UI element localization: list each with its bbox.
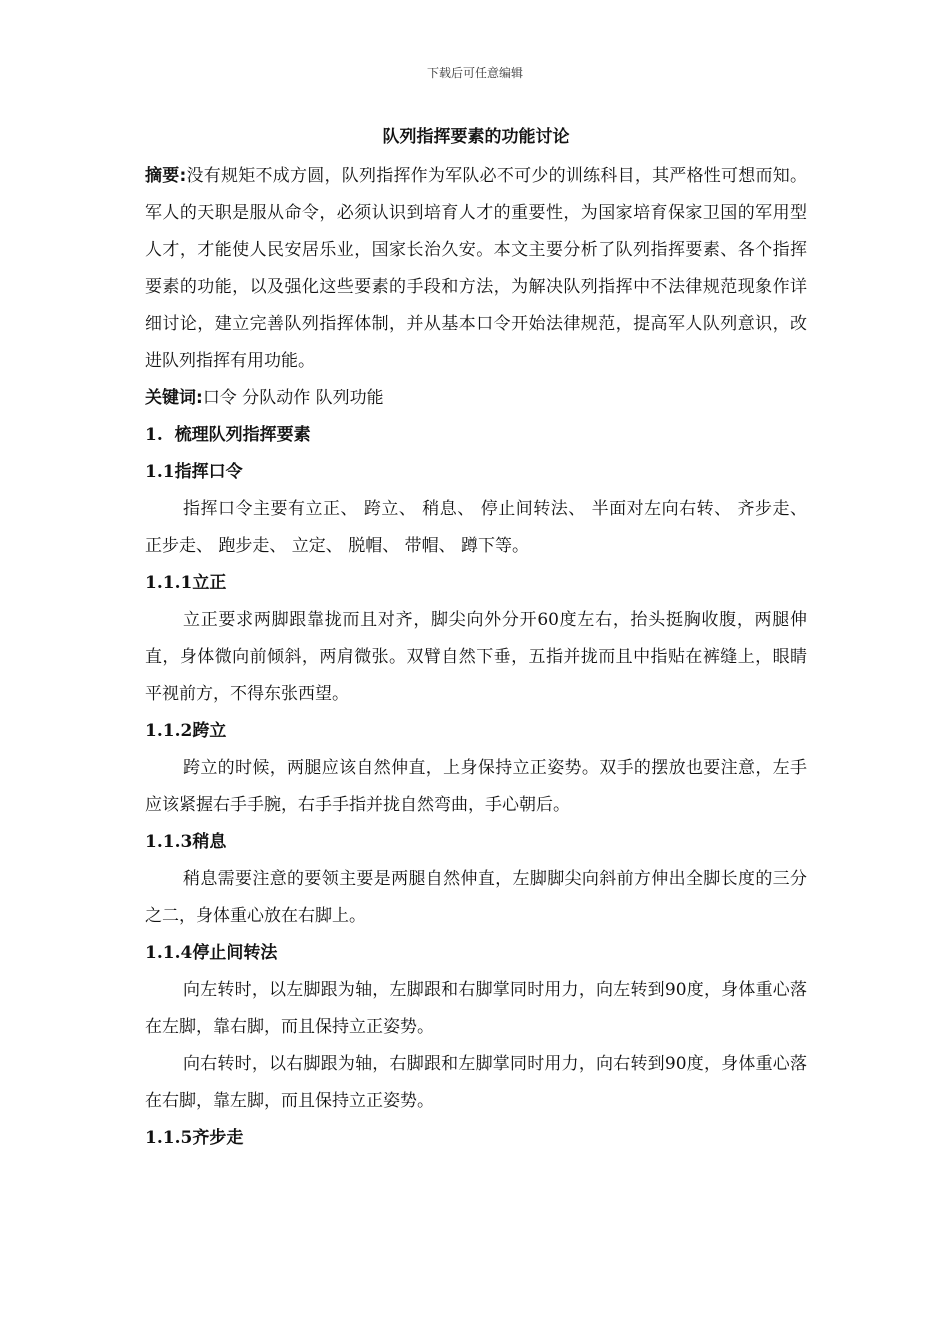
section-title: 立正 — [192, 573, 227, 593]
section-title: 梳理队列指挥要素 — [174, 425, 311, 445]
section-title: 停止间转法 — [192, 943, 278, 963]
section-title: 跨立 — [192, 721, 227, 741]
section-1-1-text: 指挥口令主要有立正、 跨立、 稍息、 停止间转法、 半面对左向右转、 齐步走、 正步走、 跑步走、 立定、 脱帽、 带帽、 蹲下等。 — [145, 499, 807, 556]
section-number: 1.1.3 — [145, 832, 193, 852]
abstract-paragraph — [145, 158, 807, 380]
section-heading-1-1-1 — [145, 565, 807, 602]
section-1-1-1-text: 立正要求两脚跟靠拢而且对齐，脚尖向外分开60度左右，抬头挺胸收腹，两腿伸直，身体微向前倾斜，两肩微张。双臂自然下垂，五指并拢而且中指贴在裤缝上，眼睛平视前方，不得东张西望。 — [145, 610, 807, 704]
section-title: 指挥口令 — [174, 462, 243, 482]
abstract-label: 摘要: — [145, 166, 187, 186]
document-title: 队列指挥要素的功能讨论 — [382, 127, 570, 147]
section-number: 1. — [145, 425, 163, 445]
section-heading-1-1-2 — [145, 713, 807, 750]
section-number: 1.1.4 — [145, 943, 193, 963]
header-note: 下载后可任意编辑 — [426, 66, 523, 80]
section-title: 齐步走 — [192, 1128, 244, 1148]
section-1-1-2-text: 跨立的时候，两腿应该自然伸直，上身保持立正姿势。双手的摆放也要注意，左手应该紧握右手手腕，右手手指并拢自然弯曲，手心朝后。 — [145, 758, 807, 815]
abstract-text: 没有规矩不成方圆，队列指挥作为军队必不可少的训练科目，其严格性可想而知。军人的天职是服从命令，必须认识到培育人才的重要性，为国家培育保家卫国的军用型人才，才能使人民安居乐业，国家长治久安。本文主要分析了队列指挥要素、各个指挥要素的功能，以及强化这些要素的手段和方法，为解决队列指挥中不法律规范现象作详细讨论，建立完善队列指挥体制，并从基本口令开始法律规范，提高军人队列意识，改进队列指挥有用功能。 — [145, 166, 807, 371]
document-body — [145, 124, 807, 1157]
keywords-label: 关键词: — [145, 388, 203, 408]
section-title: 稍息 — [192, 832, 227, 852]
section-1-1-4-text-right: 向右转时，以右脚跟为轴，右脚跟和左脚掌同时用力，向右转到90度，身体重心落在右脚，靠左脚，而且保持立正姿势。 — [145, 1054, 807, 1111]
section-heading-1-1-5 — [145, 1120, 807, 1157]
section-heading-1-1-3 — [145, 824, 807, 861]
section-heading-1-1 — [145, 454, 807, 491]
section-1-1-4-text-left: 向左转时，以左脚跟为轴，左脚跟和右脚掌同时用力，向左转到90度，身体重心落在左脚，靠右脚，而且保持立正姿势。 — [145, 980, 807, 1037]
section-number: 1.1.5 — [145, 1128, 193, 1148]
section-number: 1.1.1 — [145, 573, 193, 593]
section-heading-1 — [145, 417, 807, 454]
section-number: 1.1 — [145, 462, 175, 482]
section-number: 1.1.2 — [145, 721, 193, 741]
section-1-1-3-text: 稍息需要注意的要领主要是两腿自然伸直，左脚脚尖向斜前方伸出全脚长度的三分之二，身体重心放在右脚上。 — [145, 869, 807, 926]
section-heading-1-1-4 — [145, 935, 807, 972]
keywords-text: 口令 分队动作 队列功能 — [202, 388, 384, 408]
keywords-paragraph — [145, 380, 807, 417]
